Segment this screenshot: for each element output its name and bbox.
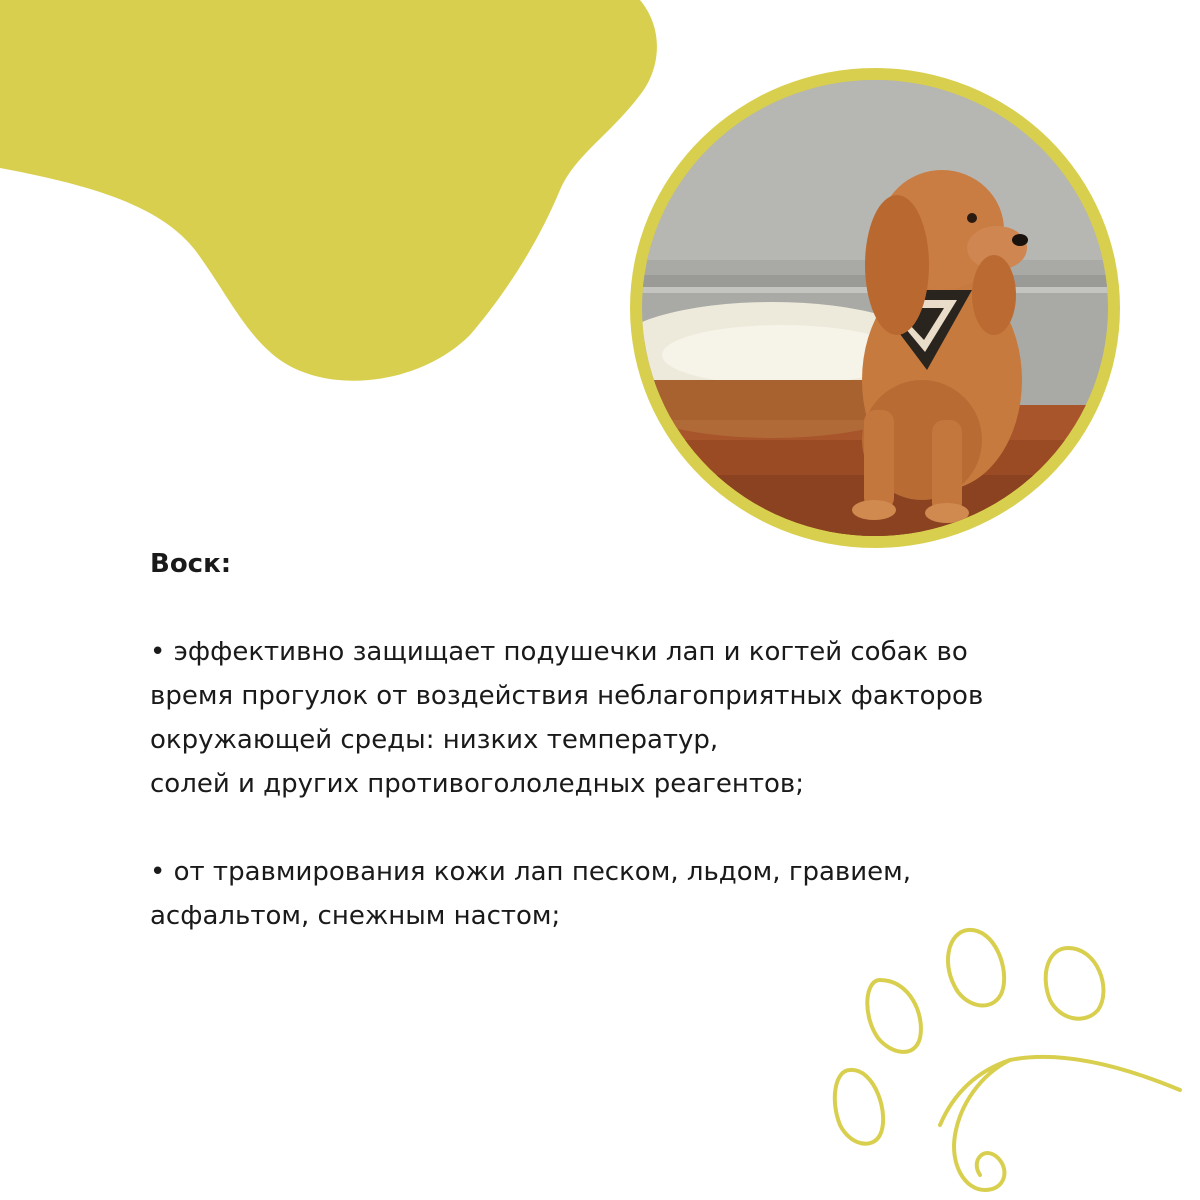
- bullet-2-line-2: асфальтом, снежным настом;: [150, 901, 561, 931]
- bullet-1-line-3: окружающей среды: низких температур,: [150, 725, 719, 755]
- bullet-paragraph-1: [150, 630, 1130, 806]
- content-block: [150, 542, 1130, 938]
- spacer: [150, 806, 1130, 850]
- paw-print-outline-icon: [820, 920, 1200, 1200]
- bullet-2-line-1: • от травмирования кожи лап песком, льдом, гравием,: [150, 857, 912, 887]
- dog-photo: [642, 80, 1108, 536]
- bullet-1-line-4: солей и других противогололедных реагентов;: [150, 769, 804, 799]
- bullet-1-line-1: • эффективно защищает подушечки лап и когтей собак во: [150, 637, 968, 667]
- content-heading: Воск:: [150, 549, 232, 579]
- spacer: [150, 586, 1130, 630]
- photo-frame: [630, 68, 1120, 548]
- yellow-blob-shape: [0, 0, 700, 420]
- bullet-1-line-2: время прогулок от воздействия неблагоприятных факторов: [150, 681, 984, 711]
